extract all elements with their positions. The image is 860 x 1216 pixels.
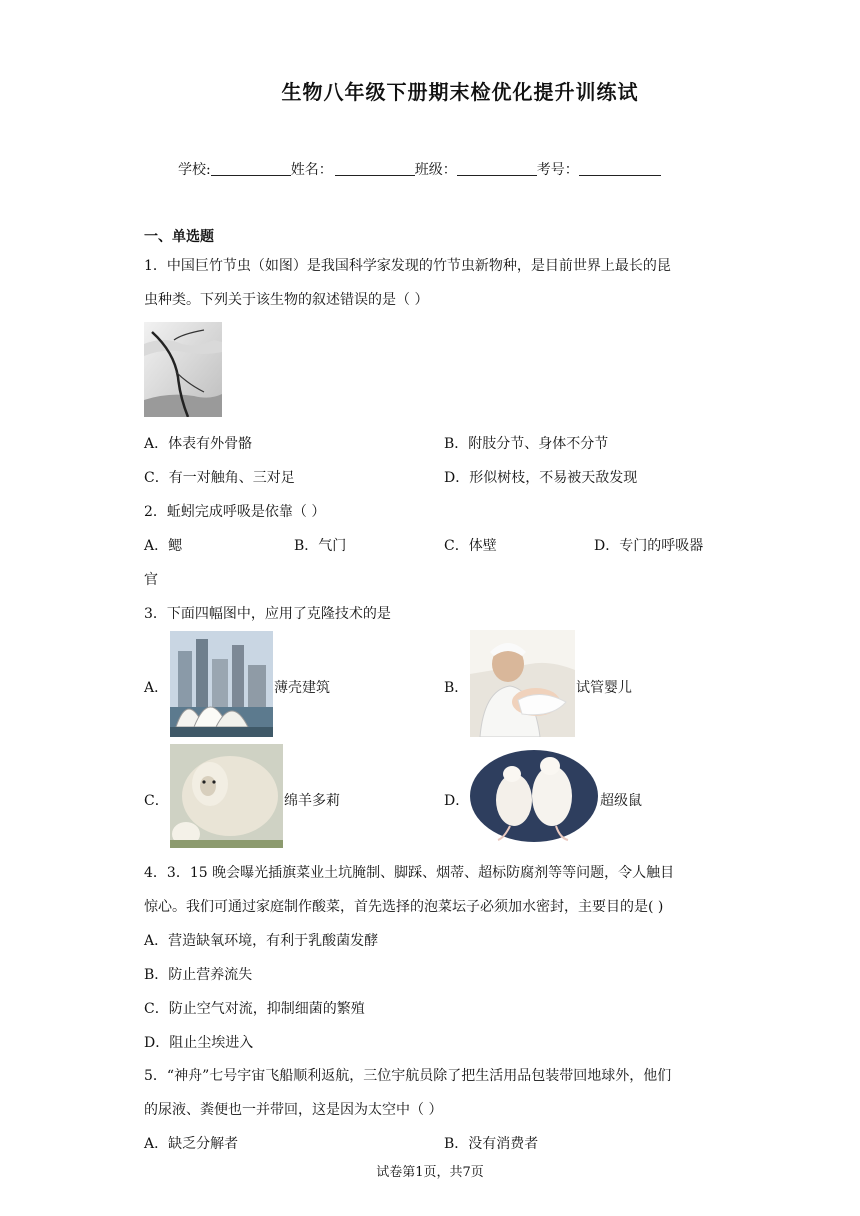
q4-option-a[interactable]: A．营造缺氧环境，有利于乳酸菌发酵 bbox=[144, 933, 379, 949]
class-blank[interactable] bbox=[457, 161, 537, 176]
q2-stem: 2．蚯蚓完成呼吸是依靠（ ） bbox=[144, 504, 326, 520]
q1-option-c[interactable]: C．有一对触角、三对足 bbox=[144, 470, 295, 486]
q1-stem-line-1: 1．中国巨竹节虫（如图）是我国科学家发现的竹节虫新物种，是目前世界上最长的昆 bbox=[144, 258, 671, 274]
page-title: 生物八年级下册期末检优化提升训练试 bbox=[281, 80, 639, 104]
q2-option-c[interactable]: C．体壁 bbox=[444, 538, 497, 554]
q3-option-a-letter[interactable]: A． bbox=[144, 680, 169, 696]
q1-option-b[interactable]: B．附肢分节、身体不分节 bbox=[444, 436, 609, 452]
q1-option-a[interactable]: A．体表有外骨骼 bbox=[144, 436, 253, 452]
opera-house-image bbox=[170, 631, 273, 737]
q5-option-b[interactable]: B．没有消费者 bbox=[444, 1136, 539, 1152]
q4-option-b[interactable]: B．防止营养流失 bbox=[144, 967, 253, 983]
q4-option-c[interactable]: C．防止空气对流，抑制细菌的繁殖 bbox=[144, 1001, 365, 1017]
student-info-line bbox=[178, 159, 661, 179]
q3-option-d-letter[interactable]: D． bbox=[444, 793, 470, 809]
q3-option-a-caption: 薄壳建筑 bbox=[274, 680, 330, 696]
class-label: 班级： bbox=[414, 162, 457, 178]
super-mouse-image bbox=[470, 744, 599, 844]
test-tube-baby-image bbox=[470, 630, 575, 737]
q5-option-a[interactable]: A．缺乏分解者 bbox=[144, 1136, 239, 1152]
q3-option-c-letter[interactable]: C． bbox=[144, 793, 169, 809]
school-label: 学校: bbox=[178, 162, 211, 178]
q2-option-d[interactable]: D．专门的呼吸器 bbox=[594, 538, 704, 554]
school-blank[interactable] bbox=[211, 161, 291, 176]
q3-option-b-caption: 试管婴儿 bbox=[576, 680, 632, 696]
page-footer: 试卷第1页，共7页 bbox=[376, 1165, 484, 1180]
q2-option-b[interactable]: B．气门 bbox=[294, 538, 347, 554]
q2-option-a[interactable]: A．鳃 bbox=[144, 538, 183, 554]
q3-stem: 3．下面四幅图中，应用了克隆技术的是 bbox=[144, 606, 391, 622]
q1-option-d[interactable]: D．形似树枝，不易被天敌发现 bbox=[444, 470, 638, 486]
q4-stem-line-1: 4．3．15 晚会曝光插旗菜业土坑腌制、脚踩、烟蒂、超标防腐剂等等问题，令人触目 bbox=[144, 865, 675, 881]
name-label: 姓名： bbox=[290, 162, 333, 178]
exam-no-label: 考号： bbox=[536, 162, 579, 178]
q5-stem-line-1: 5．“神舟”七号宇宙飞船顺利返航，三位宇航员除了把生活用品包装带回地球外，他们 bbox=[144, 1068, 672, 1084]
q2-option-d-wrap: 官 bbox=[144, 572, 158, 588]
stick-insect-image bbox=[144, 322, 222, 417]
q3-option-b-letter[interactable]: B． bbox=[444, 680, 469, 696]
q1-stem-line-2: 虫种类。下列关于该生物的叙述错误的是（ ） bbox=[144, 292, 429, 308]
exam-no-blank[interactable] bbox=[579, 161, 661, 176]
q3-option-c-caption: 绵羊多莉 bbox=[284, 793, 340, 809]
q4-option-d[interactable]: D．阻止尘埃进入 bbox=[144, 1035, 254, 1051]
q3-option-d-caption: 超级鼠 bbox=[600, 793, 642, 809]
name-blank[interactable] bbox=[335, 161, 415, 176]
dolly-sheep-image bbox=[170, 744, 283, 848]
q5-stem-line-2: 的尿液、粪便也一并带回，这是因为太空中（ ） bbox=[144, 1102, 443, 1118]
q4-stem-line-2: 惊心。我们可通过家庭制作酸菜，首先选择的泡菜坛子必须加水密封，主要目的是( ) bbox=[144, 899, 664, 915]
section-heading: 一、单选题 bbox=[144, 229, 214, 245]
